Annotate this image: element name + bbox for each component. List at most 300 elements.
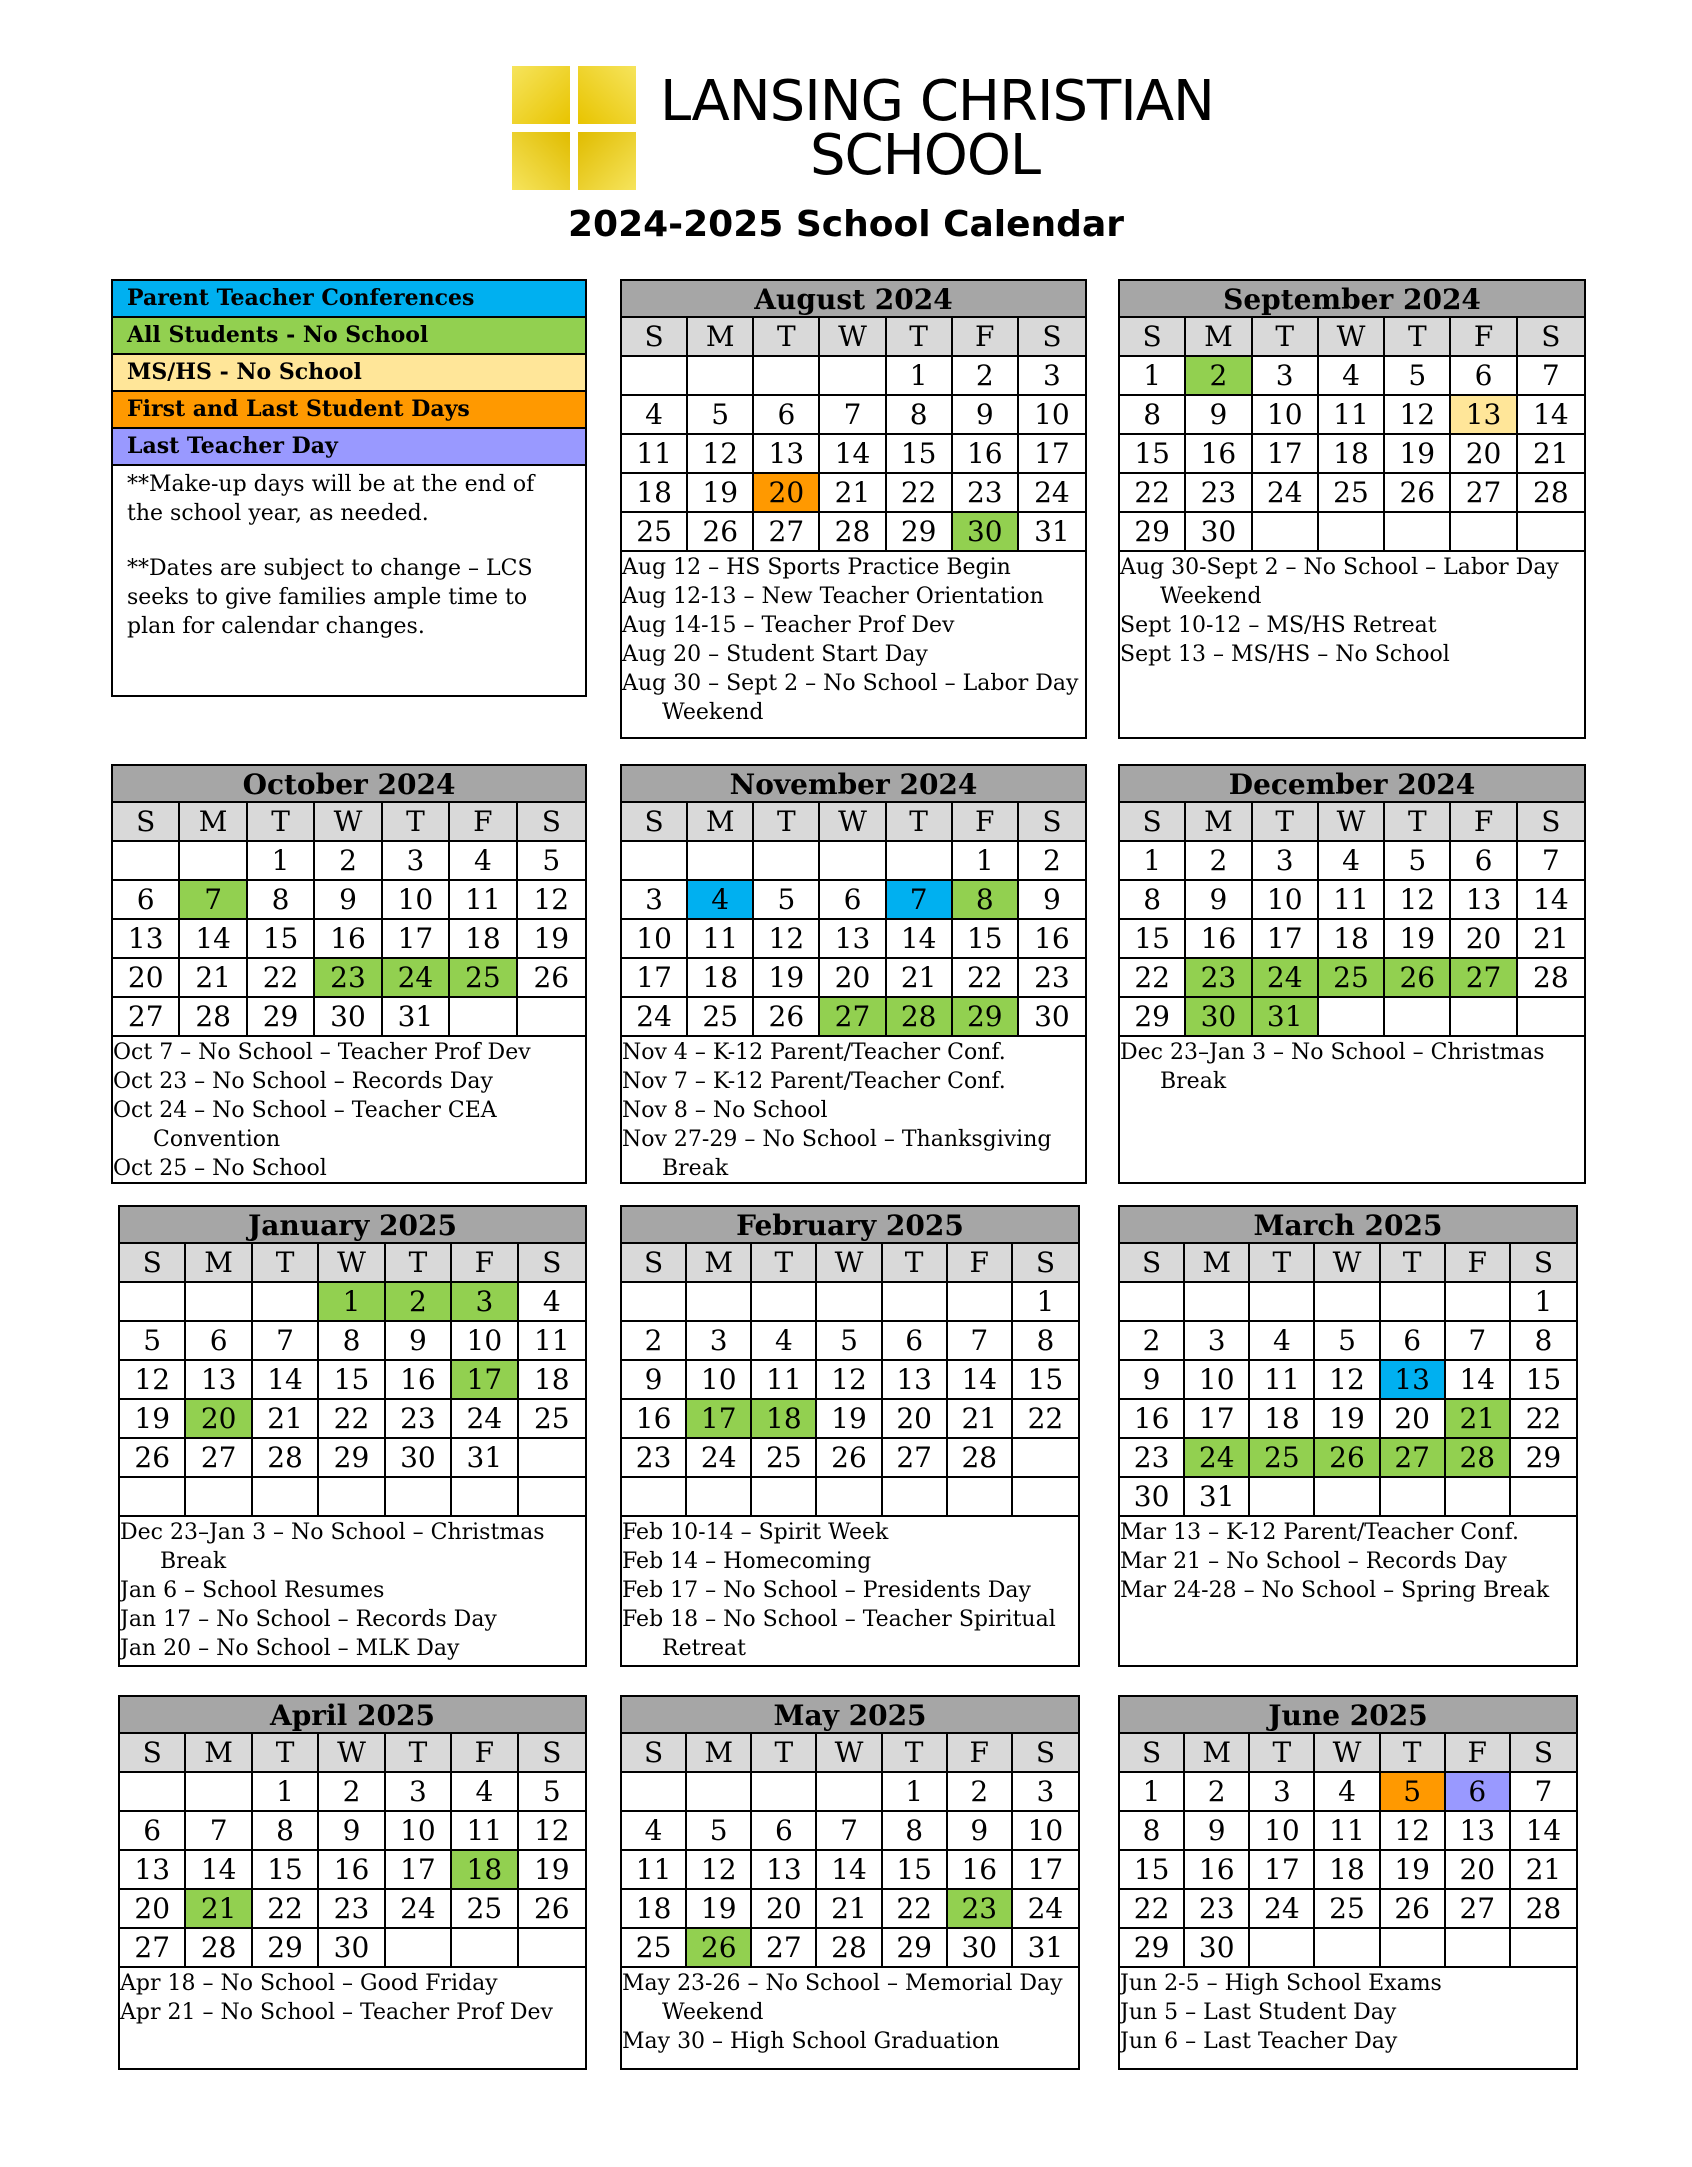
- event-note: Jun 5 – Last Student Day: [1120, 2000, 1397, 2025]
- month-calendar: [620, 764, 1087, 1184]
- weekday-header: T: [1250, 1244, 1315, 1283]
- day-cell: 21: [887, 959, 953, 998]
- day-cell: 22: [1511, 1400, 1576, 1439]
- empty-cell: [1518, 998, 1584, 1037]
- day-cell: 17: [386, 1851, 452, 1890]
- month-title: May 2025: [622, 1697, 1078, 1734]
- day-cell: 13: [113, 920, 180, 959]
- empty-cell: [1381, 1478, 1446, 1517]
- day-cell: 23: [1019, 959, 1085, 998]
- event-note: Oct 25 – No School: [113, 1156, 327, 1181]
- day-cell: 11: [1319, 881, 1385, 920]
- day-cell: 10: [1185, 1361, 1250, 1400]
- day-cell: 19: [519, 1851, 585, 1890]
- weekday-header: S: [1120, 1734, 1185, 1773]
- day-cell: 1: [883, 1773, 948, 1812]
- day-cell: 28: [1518, 474, 1584, 513]
- weekday-header: S: [1019, 318, 1085, 357]
- day-cell: 13: [1381, 1361, 1446, 1400]
- empty-cell: [622, 357, 688, 396]
- empty-cell: [1250, 1929, 1315, 1968]
- empty-cell: [754, 357, 820, 396]
- event-note: Dec 23–Jan 3 – No School – Christmas: [120, 1520, 545, 1545]
- weekday-header: F: [953, 318, 1019, 357]
- day-cell: 20: [754, 474, 820, 513]
- day-cell: 10: [386, 1812, 452, 1851]
- day-cell: 17: [1250, 1851, 1315, 1890]
- weekday-header: S: [519, 1244, 585, 1283]
- empty-cell: [687, 1478, 752, 1517]
- day-cell: 30: [953, 513, 1019, 552]
- weekday-header: M: [687, 1734, 752, 1773]
- day-cell: 29: [1120, 1929, 1185, 1968]
- day-cell: 3: [452, 1283, 518, 1322]
- day-cell: 7: [180, 881, 247, 920]
- day-grid: [120, 1244, 585, 1517]
- day-cell: 27: [820, 998, 886, 1037]
- weekday-header: T: [253, 1244, 319, 1283]
- day-cell: 17: [1253, 435, 1319, 474]
- day-cell: 18: [688, 959, 754, 998]
- weekday-header: T: [1250, 1734, 1315, 1773]
- day-cell: 3: [1253, 842, 1319, 881]
- weekday-header: T: [883, 1734, 948, 1773]
- day-cell: 2: [319, 1773, 385, 1812]
- day-cell: 24: [386, 1890, 452, 1929]
- weekday-header: S: [120, 1734, 186, 1773]
- event-note: Weekend: [662, 700, 764, 725]
- day-cell: 23: [948, 1890, 1013, 1929]
- day-cell: 15: [953, 920, 1019, 959]
- day-cell: 30: [1120, 1478, 1185, 1517]
- day-cell: 23: [1120, 1439, 1185, 1478]
- day-cell: 19: [518, 920, 585, 959]
- day-cell: 14: [180, 920, 247, 959]
- month-notes: [1120, 1517, 1576, 1605]
- day-cell: 22: [319, 1400, 385, 1439]
- day-cell: 22: [1013, 1400, 1078, 1439]
- day-cell: 3: [687, 1322, 752, 1361]
- empty-cell: [186, 1283, 252, 1322]
- event-note: Oct 23 – No School – Records Day: [113, 1069, 493, 1094]
- day-cell: 23: [315, 959, 382, 998]
- day-cell: 23: [386, 1400, 452, 1439]
- day-cell: 23: [1186, 474, 1252, 513]
- weekday-header: F: [452, 1734, 518, 1773]
- day-cell: 23: [622, 1439, 687, 1478]
- day-cell: 14: [1446, 1361, 1511, 1400]
- empty-cell: [1518, 513, 1584, 552]
- weekday-header: M: [1186, 318, 1252, 357]
- month-title: November 2024: [622, 766, 1085, 803]
- day-cell: 12: [1385, 881, 1451, 920]
- weekday-header: W: [1319, 803, 1385, 842]
- day-cell: 17: [1013, 1851, 1078, 1890]
- weekday-header: M: [688, 803, 754, 842]
- legend-item-no-school: All Students - No School: [113, 318, 585, 355]
- day-cell: 13: [754, 435, 820, 474]
- event-note: Feb 14 – Homecoming: [622, 1549, 872, 1574]
- empty-cell: [1446, 1478, 1511, 1517]
- day-cell: 1: [1120, 842, 1186, 881]
- empty-cell: [1315, 1283, 1380, 1322]
- day-cell: 18: [519, 1361, 585, 1400]
- day-cell: 26: [1381, 1890, 1446, 1929]
- empty-cell: [1013, 1439, 1078, 1478]
- day-cell: 11: [519, 1322, 585, 1361]
- day-cell: 15: [1511, 1361, 1576, 1400]
- empty-cell: [1319, 513, 1385, 552]
- weekday-header: S: [1518, 318, 1584, 357]
- day-cell: 4: [1319, 842, 1385, 881]
- weekday-header: T: [1381, 1734, 1446, 1773]
- day-cell: 5: [688, 396, 754, 435]
- day-cell: 31: [452, 1439, 518, 1478]
- day-cell: 2: [1186, 357, 1252, 396]
- day-cell: 17: [622, 959, 688, 998]
- day-cell: 21: [948, 1400, 1013, 1439]
- day-cell: 7: [1518, 357, 1584, 396]
- day-cell: 2: [1019, 842, 1085, 881]
- day-cell: 27: [186, 1439, 252, 1478]
- day-cell: 12: [687, 1851, 752, 1890]
- day-cell: 26: [120, 1439, 186, 1478]
- event-note: Convention: [153, 1127, 281, 1152]
- event-note: Apr 18 – No School – Good Friday: [120, 1971, 498, 1996]
- day-cell: 7: [820, 396, 886, 435]
- day-cell: 28: [1518, 959, 1584, 998]
- day-cell: 26: [1385, 959, 1451, 998]
- day-grid: [622, 318, 1085, 552]
- day-cell: 29: [248, 998, 315, 1037]
- day-cell: 10: [1253, 396, 1319, 435]
- day-cell: 2: [1120, 1322, 1185, 1361]
- day-cell: 27: [883, 1439, 948, 1478]
- day-cell: 14: [253, 1361, 319, 1400]
- day-cell: 25: [622, 1929, 687, 1968]
- weekday-header: S: [1120, 1244, 1185, 1283]
- day-cell: 3: [1019, 357, 1085, 396]
- empty-cell: [948, 1283, 1013, 1322]
- day-cell: 30: [319, 1929, 385, 1968]
- day-cell: 4: [450, 842, 517, 881]
- day-cell: 23: [1186, 959, 1252, 998]
- empty-cell: [1385, 513, 1451, 552]
- day-cell: 16: [1185, 1851, 1250, 1890]
- day-cell: 25: [1250, 1439, 1315, 1478]
- legend-item-teacher-day: Last Teacher Day: [113, 429, 585, 466]
- empty-cell: [1250, 1283, 1315, 1322]
- day-cell: 20: [120, 1890, 186, 1929]
- day-cell: 6: [883, 1322, 948, 1361]
- day-cell: 24: [383, 959, 450, 998]
- empty-cell: [1253, 513, 1319, 552]
- day-cell: 25: [1319, 959, 1385, 998]
- empty-cell: [752, 1773, 817, 1812]
- day-cell: 19: [1385, 435, 1451, 474]
- event-note: Jan 6 – School Resumes: [120, 1578, 385, 1603]
- weekday-header: S: [518, 803, 585, 842]
- weekday-header: S: [1518, 803, 1584, 842]
- day-cell: 13: [186, 1361, 252, 1400]
- event-note: Break: [662, 1156, 729, 1181]
- day-cell: 17: [1253, 920, 1319, 959]
- day-cell: 18: [622, 1890, 687, 1929]
- empty-cell: [1385, 998, 1451, 1037]
- day-cell: 20: [820, 959, 886, 998]
- empty-cell: [817, 1478, 882, 1517]
- day-cell: 11: [688, 920, 754, 959]
- weekday-header: S: [1511, 1244, 1576, 1283]
- event-note: Jun 6 – Last Teacher Day: [1120, 2029, 1398, 2054]
- day-cell: 17: [1185, 1400, 1250, 1439]
- month-calendar: [1118, 764, 1586, 1184]
- empty-cell: [1315, 1929, 1380, 1968]
- weekday-header: M: [688, 318, 754, 357]
- empty-cell: [1446, 1283, 1511, 1322]
- day-cell: 2: [1186, 842, 1252, 881]
- weekday-header: W: [820, 318, 886, 357]
- logo-cross-square: [578, 132, 636, 190]
- empty-cell: [1013, 1478, 1078, 1517]
- month-notes: [1120, 552, 1584, 669]
- day-cell: 20: [1451, 435, 1517, 474]
- event-note: Mar 21 – No School – Records Day: [1120, 1549, 1507, 1574]
- weekday-header: W: [820, 803, 886, 842]
- weekday-header: T: [1253, 318, 1319, 357]
- day-cell: 1: [1120, 1773, 1185, 1812]
- day-cell: 11: [1250, 1361, 1315, 1400]
- month-title: September 2024: [1120, 281, 1584, 318]
- day-cell: 26: [1315, 1439, 1380, 1478]
- event-note: Nov 27-29 – No School – Thanksgiving: [622, 1127, 1052, 1152]
- weekday-header: F: [948, 1734, 1013, 1773]
- day-cell: 26: [1385, 474, 1451, 513]
- weekday-header: T: [754, 318, 820, 357]
- day-cell: 28: [1446, 1439, 1511, 1478]
- day-cell: 13: [1446, 1812, 1511, 1851]
- event-note: May 30 – High School Graduation: [622, 2029, 1000, 2054]
- day-cell: 18: [1250, 1400, 1315, 1439]
- day-cell: 10: [1250, 1812, 1315, 1851]
- weekday-header: T: [1381, 1244, 1446, 1283]
- day-cell: 18: [452, 1851, 518, 1890]
- empty-cell: [1511, 1929, 1576, 1968]
- day-cell: 26: [754, 998, 820, 1037]
- day-cell: 17: [383, 920, 450, 959]
- weekday-header: F: [450, 803, 517, 842]
- day-cell: 5: [687, 1812, 752, 1851]
- empty-cell: [113, 842, 180, 881]
- day-cell: 7: [1511, 1773, 1576, 1812]
- day-cell: 28: [1511, 1890, 1576, 1929]
- empty-cell: [120, 1478, 186, 1517]
- weekday-header: T: [1385, 318, 1451, 357]
- day-cell: 13: [883, 1361, 948, 1400]
- day-cell: 15: [253, 1851, 319, 1890]
- logo-cross-square: [512, 66, 570, 124]
- empty-cell: [1451, 513, 1517, 552]
- day-cell: 26: [817, 1439, 882, 1478]
- legend-item-ptc: Parent Teacher Conferences: [113, 281, 585, 318]
- day-cell: 20: [1451, 920, 1517, 959]
- weekday-header: S: [622, 1734, 687, 1773]
- day-cell: 21: [1511, 1851, 1576, 1890]
- day-cell: 3: [1253, 357, 1319, 396]
- day-cell: 23: [319, 1890, 385, 1929]
- weekday-header: W: [319, 1734, 385, 1773]
- day-cell: 14: [820, 435, 886, 474]
- day-cell: 13: [820, 920, 886, 959]
- day-cell: 14: [1518, 881, 1584, 920]
- day-cell: 15: [248, 920, 315, 959]
- event-note: Retreat: [662, 1636, 746, 1661]
- day-cell: 30: [1186, 998, 1252, 1037]
- day-cell: 17: [452, 1361, 518, 1400]
- logo-text-line1: LANSING CHRISTIAN: [660, 69, 1214, 134]
- day-cell: 6: [1451, 357, 1517, 396]
- day-cell: 23: [953, 474, 1019, 513]
- day-cell: 29: [1120, 998, 1186, 1037]
- day-cell: 5: [1315, 1322, 1380, 1361]
- day-cell: 4: [452, 1773, 518, 1812]
- day-cell: 31: [1253, 998, 1319, 1037]
- month-title: April 2025: [120, 1697, 585, 1734]
- empty-cell: [817, 1283, 882, 1322]
- day-cell: 10: [1013, 1812, 1078, 1851]
- month-notes: [120, 1968, 585, 2027]
- day-cell: 23: [1185, 1890, 1250, 1929]
- day-cell: 7: [817, 1812, 882, 1851]
- day-cell: 1: [248, 842, 315, 881]
- day-cell: 21: [1518, 920, 1584, 959]
- day-cell: 29: [1511, 1439, 1576, 1478]
- day-cell: 27: [1446, 1890, 1511, 1929]
- day-cell: 5: [518, 842, 585, 881]
- empty-cell: [1381, 1283, 1446, 1322]
- day-cell: 9: [953, 396, 1019, 435]
- event-note: Aug 20 – Student Start Day: [622, 642, 928, 667]
- day-cell: 19: [1315, 1400, 1380, 1439]
- empty-cell: [887, 842, 953, 881]
- day-cell: 7: [186, 1812, 252, 1851]
- day-cell: 15: [1013, 1361, 1078, 1400]
- day-cell: 9: [1120, 1361, 1185, 1400]
- day-cell: 12: [518, 881, 585, 920]
- day-cell: 8: [1120, 881, 1186, 920]
- day-cell: 5: [754, 881, 820, 920]
- day-cell: 24: [1253, 959, 1319, 998]
- event-note: Break: [1160, 1069, 1227, 1094]
- day-cell: 4: [1315, 1773, 1380, 1812]
- day-cell: 9: [1186, 881, 1252, 920]
- day-cell: 11: [1315, 1812, 1380, 1851]
- day-cell: 4: [519, 1283, 585, 1322]
- day-cell: 30: [1186, 513, 1252, 552]
- month-calendar: [1118, 1205, 1578, 1667]
- day-cell: 19: [688, 474, 754, 513]
- empty-cell: [186, 1773, 252, 1812]
- day-cell: 3: [1013, 1773, 1078, 1812]
- day-cell: 16: [315, 920, 382, 959]
- weekday-header: W: [817, 1734, 882, 1773]
- day-cell: 30: [315, 998, 382, 1037]
- weekday-header: S: [1013, 1734, 1078, 1773]
- event-note: Mar 24-28 – No School – Spring Break: [1120, 1578, 1550, 1603]
- school-logo: [512, 66, 1214, 196]
- empty-cell: [948, 1478, 1013, 1517]
- day-cell: 27: [1451, 474, 1517, 513]
- month-title: August 2024: [622, 281, 1085, 318]
- day-cell: 6: [754, 396, 820, 435]
- day-cell: 6: [1451, 842, 1517, 881]
- month-title: March 2025: [1120, 1207, 1576, 1244]
- day-cell: 18: [1315, 1851, 1380, 1890]
- legend-notes: [113, 466, 585, 641]
- logo-cross-square: [512, 132, 570, 190]
- month-title: June 2025: [1120, 1697, 1576, 1734]
- day-cell: 28: [887, 998, 953, 1037]
- event-note: Apr 21 – No School – Teacher Prof Dev: [120, 2000, 553, 2025]
- day-cell: 1: [1120, 357, 1186, 396]
- day-cell: 24: [1250, 1890, 1315, 1929]
- day-cell: 29: [253, 1929, 319, 1968]
- weekday-header: M: [1185, 1734, 1250, 1773]
- event-note: May 23-26 – No School – Memorial Day: [622, 1971, 1063, 1996]
- day-cell: 3: [383, 842, 450, 881]
- day-cell: 8: [1120, 396, 1186, 435]
- day-cell: 28: [180, 998, 247, 1037]
- day-cell: 2: [953, 357, 1019, 396]
- day-cell: 21: [820, 474, 886, 513]
- day-cell: 7: [887, 881, 953, 920]
- empty-cell: [883, 1283, 948, 1322]
- day-grid: [120, 1734, 585, 1968]
- weekday-header: T: [386, 1244, 452, 1283]
- day-cell: 12: [688, 435, 754, 474]
- month-calendar: [1118, 279, 1586, 739]
- day-cell: 5: [817, 1322, 882, 1361]
- day-cell: 8: [1120, 1812, 1185, 1851]
- day-cell: 29: [883, 1929, 948, 1968]
- event-note: Weekend: [662, 2000, 764, 2025]
- empty-cell: [386, 1478, 452, 1517]
- day-cell: 11: [752, 1361, 817, 1400]
- day-grid: [622, 1244, 1078, 1517]
- empty-cell: [1315, 1478, 1380, 1517]
- day-cell: 20: [752, 1890, 817, 1929]
- day-cell: 14: [948, 1361, 1013, 1400]
- day-cell: 5: [120, 1322, 186, 1361]
- day-cell: 5: [519, 1773, 585, 1812]
- month-notes: [1120, 1968, 1576, 2056]
- day-cell: 31: [1013, 1929, 1078, 1968]
- month-notes: [622, 1517, 1078, 1663]
- day-grid: [622, 803, 1085, 1037]
- day-cell: 28: [253, 1439, 319, 1478]
- day-cell: 9: [622, 1361, 687, 1400]
- event-note: Nov 7 – K-12 Parent/Teacher Conf.: [622, 1069, 1006, 1094]
- empty-cell: [754, 842, 820, 881]
- weekday-header: T: [1385, 803, 1451, 842]
- day-cell: 8: [253, 1812, 319, 1851]
- day-cell: 8: [883, 1812, 948, 1851]
- day-cell: 7: [1446, 1322, 1511, 1361]
- empty-cell: [450, 998, 517, 1037]
- day-cell: 15: [887, 435, 953, 474]
- day-cell: 19: [817, 1400, 882, 1439]
- day-cell: 3: [622, 881, 688, 920]
